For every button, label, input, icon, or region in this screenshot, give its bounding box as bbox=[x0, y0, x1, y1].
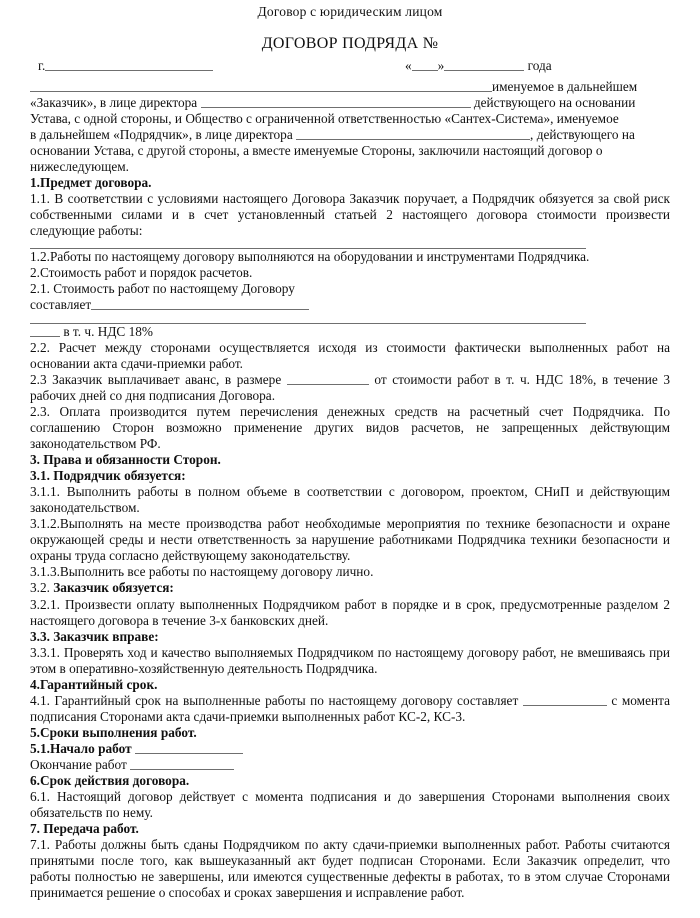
clause-5-1-end bbox=[30, 757, 670, 773]
clause-1-2: 1.2.Работы по настоящему договору выполняются на оборудовании и инструментами Подрядчика. bbox=[30, 248, 590, 264]
clause-6-1: 6.1. Настоящий договор действует с момента подписания и до завершения Сторонами выполнения своих обязательств по нему. bbox=[30, 789, 670, 821]
preamble-party-line bbox=[30, 79, 670, 95]
party-name-blank[interactable] bbox=[30, 79, 492, 92]
section-4-heading: 4.Гарантийный срок. bbox=[30, 676, 158, 692]
section-3-3-heading: 3.3. Заказчик вправе: bbox=[30, 628, 159, 644]
clause-3-1-3: 3.1.3.Выполнить все работы по настоящему договору лично. bbox=[30, 564, 374, 580]
warranty-term-blank[interactable] bbox=[523, 693, 607, 706]
clause-7-1: 7.1. Работы должны быть сданы Подрядчиком по акту сдачи-приемки выполненных работ. Работы считаются принятыми после того, как вышеуказанный акт будет подписан Сторонами. Если Заказчик определит, что работы полностью не завершены, или имеются существенные дефекты в работах, то в этом случае Сторонами принимается решение о способах и сроках завершения и исправление работ. bbox=[30, 837, 670, 901]
clause-2-3-payment: 2.3. Оплата производится путем перечисления денежных средств на расчетный счет Подрядчика. По соглашению Сторон возможно применение других видов расчетов, не запрещенных действующим законодательством РФ. bbox=[30, 403, 670, 452]
section-3-2-number: 3.2. bbox=[30, 580, 54, 596]
document-header-line: Договор с юридическим лицом bbox=[257, 4, 443, 19]
clause-3-2-1: 3.2.1. Произвести оплату выполненных Подрядчиком работ в порядке и в срок, предусмотренные разделом 2 настоящего договора в течение 3-х банковских дней. bbox=[30, 596, 670, 628]
contractor-director-blank[interactable] bbox=[296, 127, 530, 140]
end-works-label: Окончание работ bbox=[30, 756, 127, 772]
section-3-1-heading: 3.1. Подрядчик обязуется: bbox=[30, 468, 186, 484]
document-body bbox=[30, 58, 670, 901]
date-day-blank[interactable] bbox=[412, 58, 438, 71]
preamble-following-line: нижеследующем. bbox=[30, 159, 129, 175]
preamble-charter-company-line: Устава, с одной стороны, и Общество с ограниченной ответственностью «Сантех-Система», именуемое bbox=[30, 111, 619, 127]
section-3-2-heading bbox=[30, 580, 670, 596]
section-5-heading: 5.Сроки выполнения работ. bbox=[30, 724, 197, 740]
page-title: ДОГОВОР ПОДРЯДА № bbox=[261, 34, 439, 52]
clause-2-1-vat-line bbox=[30, 324, 670, 340]
section-7-heading: 7. Передача работ. bbox=[30, 821, 139, 837]
preamble-contractor-line bbox=[30, 127, 670, 143]
preamble-hereinafter: именуемое в дальнейшем bbox=[492, 79, 638, 95]
advance-label: 2.3 Заказчик выплачивает аванс, в размере bbox=[30, 371, 282, 387]
clause-3-1-1: 3.1.1. Выполнить работы в полном объеме в соответствии с договором, проектом, СНиП и действующим законодательством. bbox=[30, 484, 670, 516]
date-quote-open: « bbox=[405, 58, 412, 74]
end-date-blank[interactable] bbox=[130, 757, 234, 770]
amount-blank[interactable] bbox=[91, 297, 309, 310]
advance-percent-blank[interactable] bbox=[287, 372, 369, 385]
warranty-suffix-label: с момента подписания Сторонами акта сдачи-приемки выполненных работ КС-2, КС-3. bbox=[30, 692, 670, 724]
clause-1-1: 1.1. В соответствии с условиями настоящего Договора Заказчик поручает, а Подрядчик обязуется за свой риск собственными силами и в счет установленный статьей 2 настоящего договора стоимости произвести следующие работы: bbox=[30, 191, 670, 239]
customer-label: «Заказчик», в лице директора bbox=[30, 95, 198, 111]
clause-3-3-1: 3.3.1. Проверять ход и качество выполняемых Подрядчиком по настоящему договору работ, не вмешиваясь при этом в оперативно-хозяйственную деятельность Подрядчика. bbox=[30, 644, 670, 676]
customer-acting-label: действующего на основании bbox=[473, 95, 636, 111]
contractor-acting-label: , действующего на bbox=[530, 127, 635, 143]
vat-label: в т. ч. НДС 18% bbox=[63, 323, 153, 339]
date-field-group bbox=[405, 58, 552, 74]
section-1-heading: 1.Предмет договора. bbox=[30, 175, 152, 191]
city-label: г. bbox=[38, 58, 46, 74]
start-date-blank[interactable] bbox=[135, 741, 243, 754]
clause-2-1: 2.1. Стоимость работ по настоящему Договору bbox=[30, 280, 295, 296]
clause-2-1-amount-line bbox=[30, 297, 670, 313]
preamble-basis-line: основании Устава, с другой стороны, а вместе именуемые Стороны, заключили настоящий договор о bbox=[30, 143, 603, 159]
advance-suffix: от стоимости работ в т. ч. НДС 18%, в течение 3 рабочих дней со дня подписания Договора. bbox=[30, 371, 671, 403]
clause-2-2: 2.2. Расчет между сторонами осуществляется исходя из стоимости фактически выполненных работ на основании акта сдачи-приемки работ. bbox=[30, 339, 670, 371]
section-6-heading: 6.Срок действия договора. bbox=[30, 773, 190, 789]
city-date-row bbox=[30, 58, 670, 75]
amount-label: составляет bbox=[30, 296, 92, 312]
contractor-label: в дальнейшем «Подрядчик», в лице директора bbox=[30, 127, 293, 143]
start-works-label: 5.1.Начало работ bbox=[30, 740, 132, 756]
clause-4-1 bbox=[30, 693, 670, 725]
city-blank[interactable] bbox=[45, 58, 213, 71]
customer-director-blank[interactable] bbox=[201, 95, 471, 108]
date-year-label: года bbox=[527, 58, 552, 74]
date-month-blank[interactable] bbox=[444, 58, 524, 71]
section-3-heading: 3. Права и обязанности Сторон. bbox=[30, 452, 221, 468]
preamble-customer-line bbox=[30, 95, 670, 111]
warranty-prefix-label: 4.1. Гарантийный срок на выполненные работы по настоящему договору составляет bbox=[30, 692, 519, 708]
section-3-2-label: Заказчик обязуется: bbox=[53, 580, 174, 596]
section-2-heading: 2.Стоимость работ и порядок расчетов. bbox=[30, 264, 253, 280]
clause-5-1-start bbox=[30, 741, 670, 757]
clause-2-3-advance bbox=[30, 372, 670, 404]
clause-3-1-2: 3.1.2.Выполнять на месте производства работ необходимые мероприятия по технике безопасности и охране окружающей среды и нести ответственность за нарушение работниками Подрядчика техники безопасности и охраны труда согласно действующему законодательству. bbox=[30, 516, 670, 564]
vat-amount-blank[interactable] bbox=[30, 324, 60, 337]
city-field-group bbox=[38, 58, 213, 74]
date-quote-close: » bbox=[437, 58, 445, 74]
